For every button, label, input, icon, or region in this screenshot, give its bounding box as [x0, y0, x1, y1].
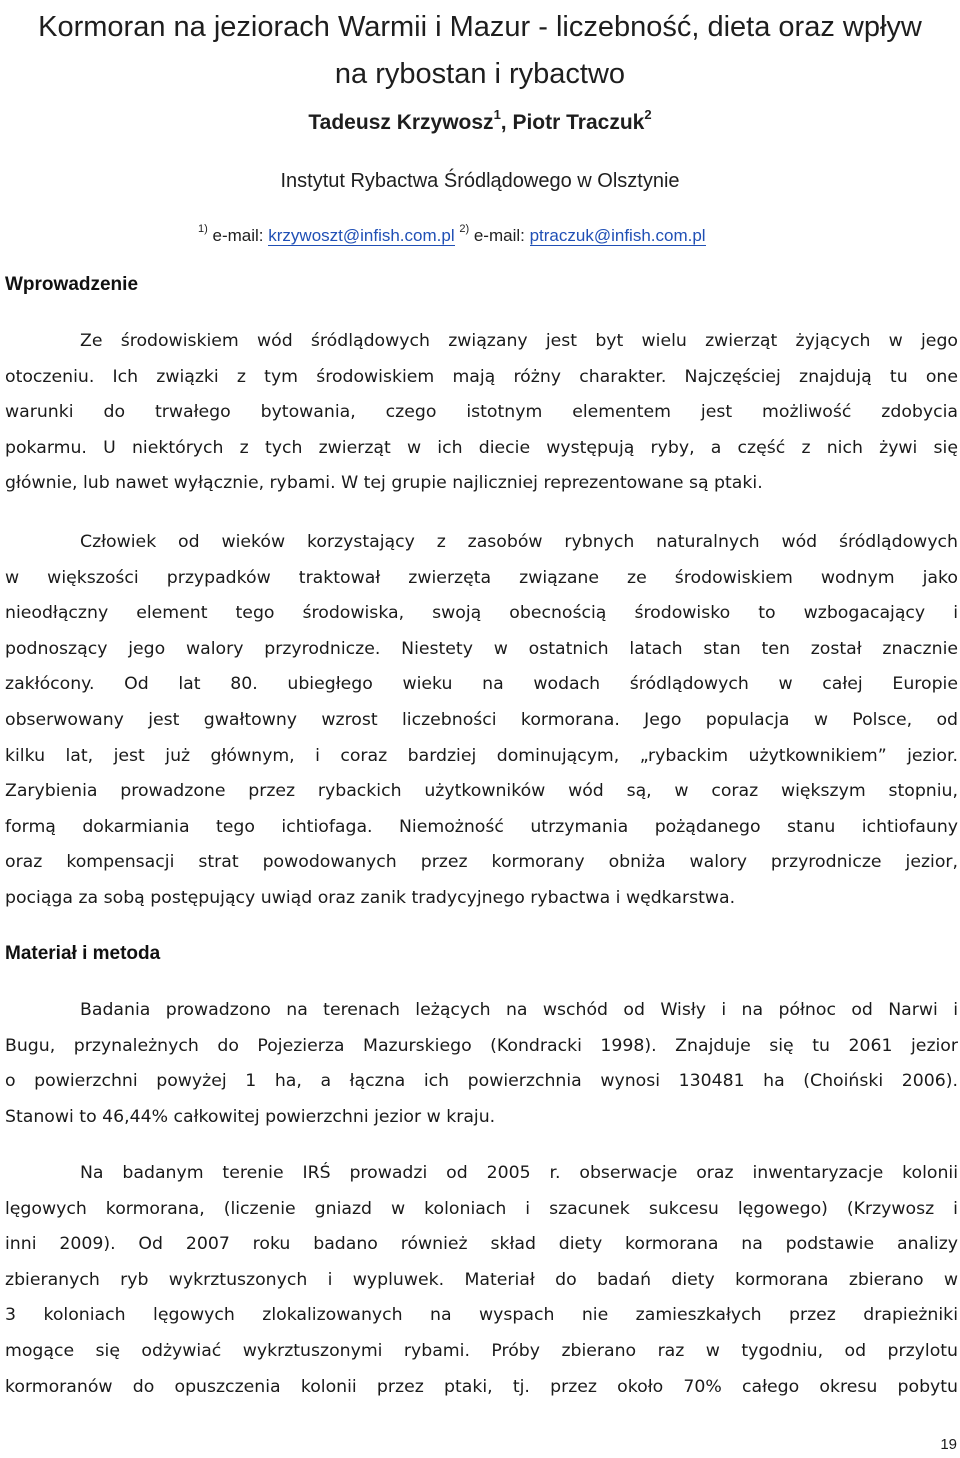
text-line: o powierzchni powyżej 1 ha, a łączna ich powierzchnia wynosi 130481 ha (Choiński 2006).: [5, 1071, 958, 1092]
text-line: nieodłączny element tego środowiska, swoją obecnością środowisko to wzbogacający i: [5, 603, 958, 624]
paper-title: [0, 4, 960, 98]
contact-emails: [198, 221, 706, 251]
author-list: [0, 108, 960, 138]
text-line: obserwowany jest gwałtowny wzrost liczebności kormorana. Jego populacja w Polsce, od: [5, 709, 958, 730]
text-line: kilku lat, jest już głównym, i coraz bardziej dominującym, „rybackim użytkownikiem” jezior.: [5, 745, 958, 766]
text-line: Na badanym terenie IRŚ prowadzi od 2005 r. obserwacje oraz inwentaryzacje kolonii: [80, 1163, 958, 1183]
author-1-name: Tadeusz Krzywosz: [308, 111, 494, 134]
email-1-link[interactable]: krzywoszt@infish.com.pl: [268, 226, 455, 245]
email-2-mark: 2): [459, 223, 470, 235]
email-2-label: e-mail:: [469, 226, 530, 245]
text-line: kormoranów do opuszczenia kolonii przez ptaki, tj. przez około 70% całego okresu pobytu: [5, 1376, 958, 1397]
text-line: zakłócony. Od lat 80. ubiegłego wieku na wodach śródlądowych w całej Europie: [5, 674, 958, 695]
text-line: zbieranych ryb wykrztuszonych i wypluwek. Materiał do badań diety kormorana zbierano w: [5, 1269, 958, 1290]
paper-title-line-2: na rybostan i rybactwo: [334, 58, 626, 90]
text-line: 3 koloniach lęgowych zlokalizowanych na wyspach nie zamieszkałych przez drapieżniki: [5, 1305, 958, 1326]
text-line: pokarmu. U niektórych z tych zwierząt w ich diecie występują ryby, a część z nich żywi się: [5, 437, 958, 458]
methods-paragraph-1: [5, 993, 958, 1135]
methods-paragraph-2: [5, 1156, 958, 1405]
author-2-name: Piotr Traczuk: [512, 111, 645, 134]
page-number: 19: [940, 1436, 957, 1453]
text-line: Stanowi to 46,44% całkowitej powierzchni jezior w kraju.: [5, 1106, 496, 1127]
text-line: Człowiek od wieków korzystający z zasobów rybnych naturalnych wód śródlądowych: [80, 532, 958, 552]
intro-paragraph-2: [5, 525, 958, 917]
email-2-link[interactable]: ptraczuk@infish.com.pl: [529, 226, 706, 245]
text-line: lęgowych kormorana, (liczenie gniazd w koloniach i szacunek sukcesu lęgowego) (Krzywosz i: [5, 1198, 958, 1219]
intro-paragraph-1: [5, 324, 958, 502]
text-line: podnoszący jego walory przyrodnicze. Niestety w ostatnich latach stan ten został znacznie: [5, 638, 958, 659]
section-heading-introduction: Wprowadzenie: [5, 274, 139, 295]
text-line: Badania prowadzono na terenach leżących na wschód od Wisły i na północ od Narwi i: [80, 1000, 958, 1020]
institute-affiliation: Instytut Rybactwa Śródlądowego w Olsztynie: [280, 170, 680, 192]
text-line: pociąga za sobą postępujący uwiąd oraz zanik tradycyjnego rybactwa i wędkarstwa.: [5, 887, 736, 908]
author-1: [308, 107, 501, 134]
author-1-affiliation-mark: 1: [493, 107, 501, 122]
text-line: Zarybienia prowadzone przez rybackich użytkowników wód są, w coraz większym stopniu,: [5, 781, 958, 802]
text-line: mogące się odżywiać wykrztuszonymi rybami. Próby zbierano raz w tygodniu, od przylotu: [5, 1340, 958, 1361]
text-line: oraz kompensacji strat powodowanych przez kormorany obniża walory przyrodnicze jezior,: [5, 852, 958, 873]
section-heading-materials-methods: Materiał i metoda: [5, 943, 161, 964]
text-line: Bugu, przynależnych do Pojezierza Mazurskiego (Kondracki 1998). Znajduje się tu 2061 jezior: [5, 1035, 958, 1056]
text-line: głównie, lub nawet wyłącznie, rybami. W tej grupie najliczniej reprezentowane są ptaki.: [5, 473, 763, 494]
author-2-affiliation-mark: 2: [644, 107, 652, 122]
author-separator: ,: [500, 111, 513, 134]
text-line: warunki do trwałego bytowania, czego istotnym elementem jest możliwość zdobycia: [5, 402, 958, 423]
paper-title-line-1: Kormoran na jeziorach Warmii i Mazur - liczebność, dieta oraz wpływ: [38, 11, 922, 43]
text-line: otoczeniu. Ich związki z tym środowiskiem mają różny charakter. Najczęściej znajdują tu one: [5, 366, 958, 387]
author-2: [512, 107, 652, 134]
text-line: w większości przypadków traktował zwierzęta związane ze środowiskiem wodnym jako: [5, 567, 958, 588]
text-line: formą dokarmiania tego ichtiofaga. Niemożność utrzymania pożądanego stanu ichtiofauny: [5, 816, 958, 837]
email-1-label: e-mail:: [207, 226, 269, 245]
email-1-mark: 1): [198, 223, 208, 235]
text-line: Ze środowiskiem wód śródlądowych związany jest byt wielu zwierząt żyjących w jego: [80, 331, 958, 351]
text-line: inni 2009). Od 2007 roku badano również skład diety kormorana na podstawie analizy: [5, 1234, 958, 1255]
